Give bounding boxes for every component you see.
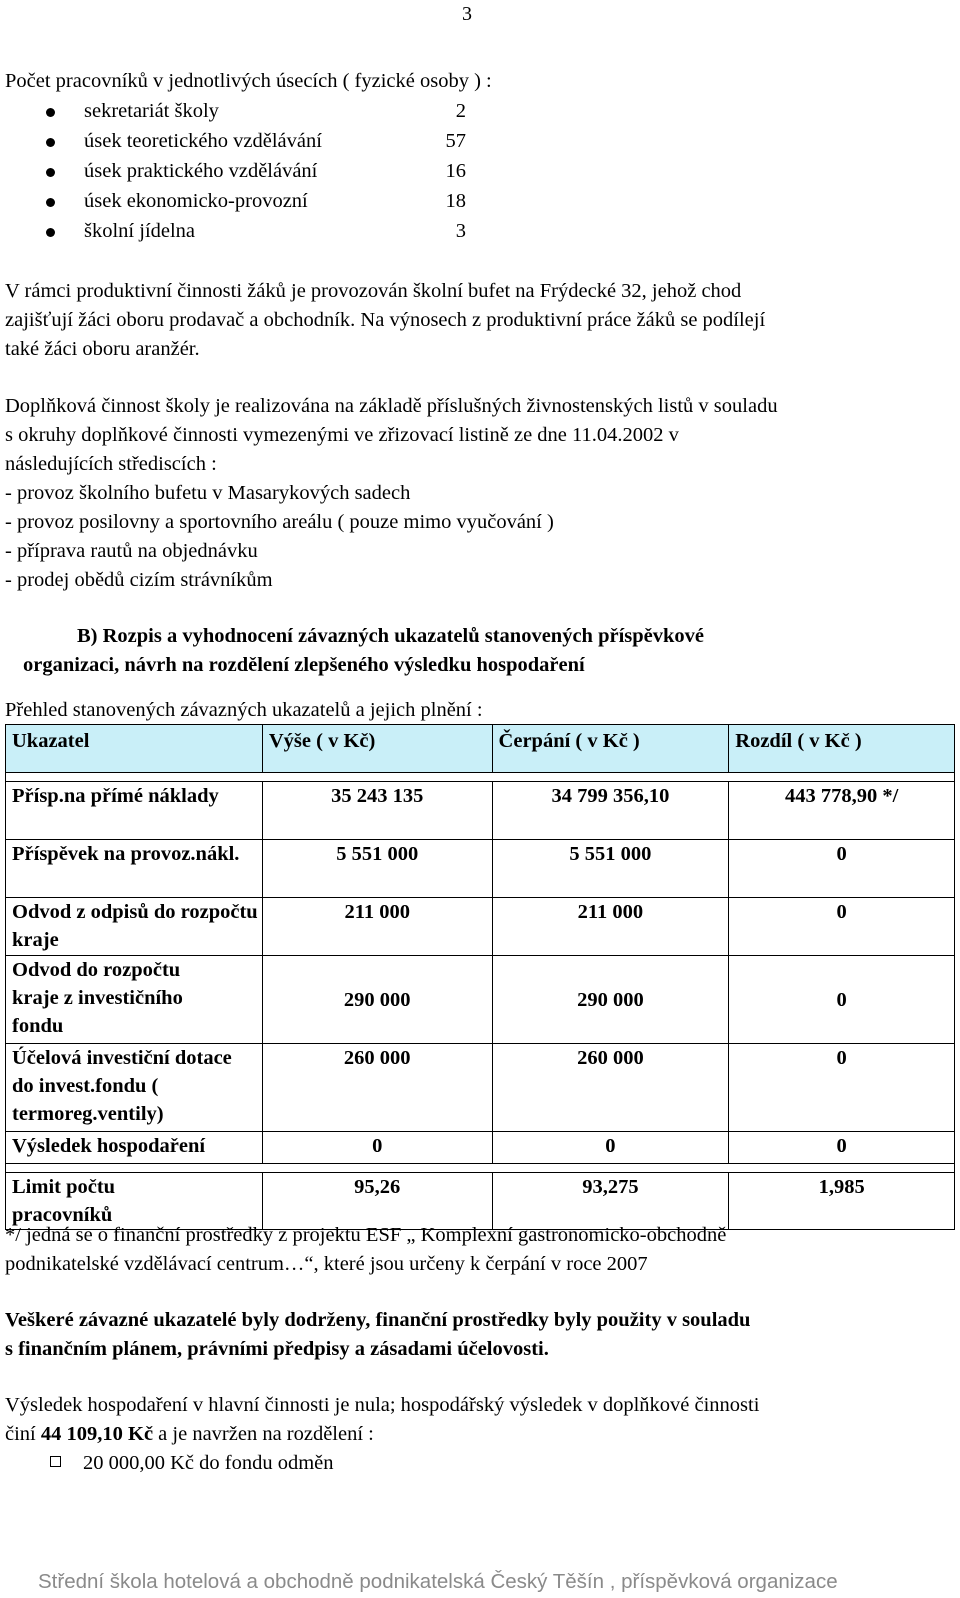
table-row [6, 1044, 955, 1132]
text-line: - prodej obědů cizím strávníkům [5, 569, 273, 591]
column-header: Ukazatel [6, 725, 263, 773]
text-line: - provoz školního bufetu v Masarykových sadech [5, 482, 411, 504]
page-footer: Střední škola hotelová a obchodně podnikatelská Český Těšín , příspěvková organizace [38, 1570, 838, 1593]
cell-vyse: 35 243 135 [262, 782, 492, 840]
section-heading [5, 622, 955, 680]
cell-vyse: 95,26 [262, 1173, 492, 1230]
staff-count: 2 [455, 100, 466, 122]
checkbox-square-icon [50, 1456, 61, 1467]
table-caption: Přehled stanovených závazných ukazatelů a jejich plnění : [5, 699, 483, 721]
table-spacer [6, 1164, 955, 1173]
staff-count: 3 [455, 220, 466, 242]
row-label: Přísp.na přímé náklady [6, 782, 263, 840]
text-line: následujících střediscích : [5, 453, 217, 475]
row-label: Příspěvek na provoz.nákl. [6, 840, 263, 898]
result-amount: 44 109,10 Kč [40, 1423, 154, 1445]
bullet-icon [46, 168, 55, 177]
cell-rozdil: 0 [729, 840, 955, 898]
text-line: - provoz posilovny a sportovního areálu ( pouze mimo vyučování ) [5, 511, 554, 533]
bullet-icon [46, 138, 55, 147]
bullet-icon [46, 198, 55, 207]
column-header: Čerpání ( v Kč ) [492, 725, 729, 773]
staff-label: úsek ekonomicko-provozní [84, 190, 308, 212]
staff-count: 57 [445, 130, 466, 152]
bullet-icon [46, 108, 55, 117]
cell-vyse: 0 [262, 1132, 492, 1164]
staff-intro: Počet pracovníků v jednotlivých úsecích ( fyzické osoby ) : [5, 70, 492, 92]
row-label: Výsledek hospodaření [6, 1132, 263, 1164]
cell-rozdil: 0 [729, 1044, 955, 1132]
staff-label: úsek praktického vzdělávání [84, 160, 318, 182]
text-line: */ jedná se o finanční prostředky z projektu ESF „ Komplexní gastronomicko-obchodně [5, 1224, 727, 1246]
text-line: - příprava rautů na objednávku [5, 540, 258, 562]
cell-rozdil: 1,985 [729, 1173, 955, 1230]
cell-cerpani: 93,275 [492, 1173, 729, 1230]
staff-label: úsek teoretického vzdělávání [84, 130, 322, 152]
paragraph-school-buffet [5, 277, 955, 364]
row-label: Limit počtu pracovníků [6, 1173, 263, 1230]
table-row [6, 782, 955, 840]
text-fragment: činí [5, 1423, 41, 1445]
cell-cerpani: 0 [492, 1132, 729, 1164]
text-line: také žáci oboru aranžér. [5, 338, 200, 360]
distribution-item-label: 20 000,00 Kč do fondu odměn [83, 1452, 334, 1474]
cell-vyse: 290 000 [262, 956, 492, 1044]
staff-count: 16 [445, 160, 466, 182]
text-line: V rámci produktivní činnosti žáků je provozován školní bufet na Frýdecké 32, jehož chod [5, 280, 742, 302]
cell-cerpani: 5 551 000 [492, 840, 729, 898]
cell-rozdil: 0 [729, 898, 955, 956]
bullet-icon [46, 228, 55, 237]
text-fragment: a je navržen na rozdělení : [153, 1423, 374, 1445]
cell-vyse: 260 000 [262, 1044, 492, 1132]
cell-rozdil: 0 [729, 956, 955, 1044]
footnote-esf [5, 1221, 726, 1279]
row-label: Odvod z odpisů do rozpočtu kraje [6, 898, 263, 956]
cell-cerpani: 34 799 356,10 [492, 782, 729, 840]
column-header: Rozdíl ( v Kč ) [729, 725, 955, 773]
staff-label: sekretariát školy [84, 100, 219, 122]
result-paragraph [5, 1391, 759, 1449]
text-line: Výsledek hospodaření v hlavní činnosti je nula; hospodářský výsledek v doplňkové činnosti [5, 1394, 760, 1416]
table-row [6, 840, 955, 898]
text-line: Doplňková činnost školy je realizována na základě příslušných živnostenských listů v souladu [5, 395, 778, 417]
section-heading-line: organizaci, návrh na rozdělení zlepšeného výsledku hospodaření [23, 654, 585, 676]
text-line: zajišťují žáci oboru prodavač a obchodník. Na výnosech z produktivní práce žáků se podílejí [5, 309, 766, 331]
summary-statement [5, 1306, 750, 1364]
table-row [6, 898, 955, 956]
cell-rozdil: 0 [729, 1132, 955, 1164]
cell-cerpani: 211 000 [492, 898, 729, 956]
indicators-table [5, 724, 955, 1230]
staff-label: školní jídelna [84, 220, 196, 242]
text-line: s okruhy doplňkové činnosti vymezenými ve zřizovací listině ze dne 11.04.2002 v [5, 424, 679, 446]
list-item [50, 1449, 334, 1478]
cell-rozdil: 443 778,90 */ [729, 782, 955, 840]
table-header-row [6, 725, 955, 773]
cell-vyse: 5 551 000 [262, 840, 492, 898]
text-line: podnikatelské vzdělávací centrum…“, které jsou určeny k čerpání v roce 2007 [5, 1253, 648, 1275]
cell-vyse: 211 000 [262, 898, 492, 956]
row-label: Účelová investiční dotace do invest.fondu ( termoreg.ventily) [6, 1044, 263, 1132]
paragraph-supplementary-activity [5, 392, 955, 595]
table-spacer [6, 773, 955, 782]
cell-cerpani: 260 000 [492, 1044, 729, 1132]
section-heading-line: B) Rozpis a vyhodnocení závazných ukazatelů stanovených příspěvkové [77, 625, 705, 647]
text-line: s finančním plánem, právními předpisy a zásadami účelovosti. [5, 1338, 549, 1360]
text-line [5, 1420, 759, 1449]
cell-cerpani: 290 000 [492, 956, 729, 1044]
distribution-list [50, 1449, 334, 1478]
column-header: Výše ( v Kč) [262, 725, 492, 773]
staff-count: 18 [445, 190, 466, 212]
page-number: 3 [462, 3, 472, 25]
text-line: Veškeré závazné ukazatelé byly dodrženy, finanční prostředky byly použity v souladu [5, 1309, 751, 1331]
row-label: Odvod do rozpočtu kraje z investičního fondu [6, 956, 263, 1044]
table-row [6, 956, 955, 1044]
table-row [6, 1132, 955, 1164]
